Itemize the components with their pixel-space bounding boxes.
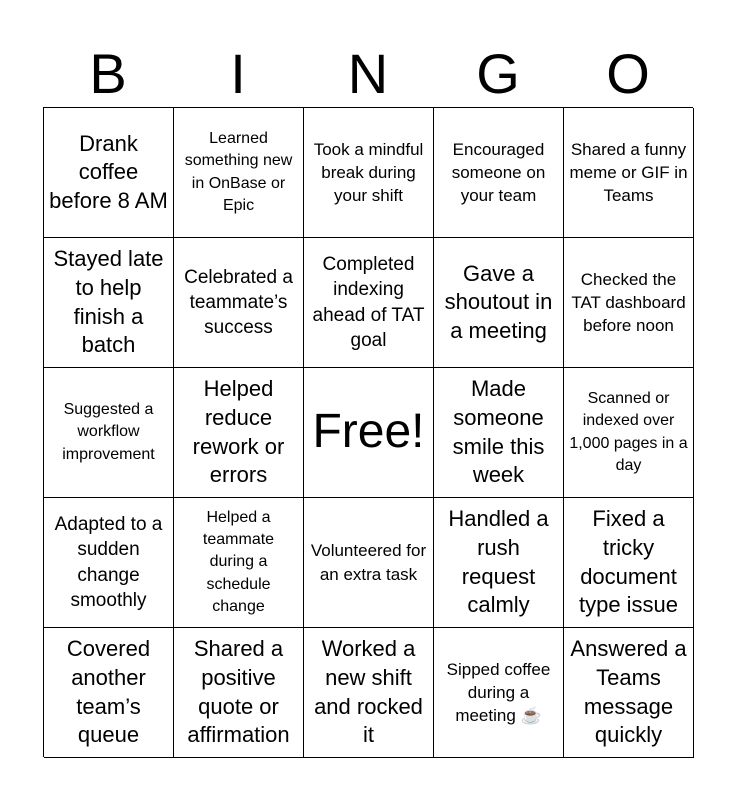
cell-text: Helped reduce rework or errors — [192, 376, 285, 488]
cell-text: Helped a teammate during a schedule change — [202, 508, 275, 616]
free-space[interactable] — [304, 368, 434, 498]
bingo-cell[interactable] — [44, 368, 174, 498]
header-letter-o: O — [606, 42, 650, 105]
cell-text: Shared a positive quote or affirmation — [187, 636, 290, 748]
cell-text: Checked the TAT dashboard before noon — [571, 269, 686, 336]
bingo-cell[interactable] — [304, 498, 434, 628]
bingo-cell[interactable] — [434, 108, 564, 238]
cell-text: Celebrated a teammate’s success — [184, 266, 293, 339]
cell-text: Drank coffee before 8 AM — [49, 130, 168, 213]
cell-text: Covered another team’s queue — [66, 636, 151, 748]
bingo-cell[interactable] — [564, 498, 694, 628]
free-space-label: Free! — [312, 405, 425, 459]
cell-text: Made someone smile this week — [452, 376, 545, 488]
cell-text: Suggested a workflow improvement — [62, 400, 155, 463]
cell-text: Scanned or indexed over 1,000 pages in a day — [569, 389, 688, 474]
cell-text: Fixed a tricky document type issue — [578, 506, 679, 618]
cell-text: Shared a funny meme or GIF in Teams — [569, 139, 688, 206]
cell-text: Learned something new in OnBase or Epic — [184, 129, 293, 214]
cell-text: Completed indexing ahead of TAT goal — [312, 254, 425, 351]
bingo-cell[interactable] — [434, 368, 564, 498]
cell-text: Handled a rush request calmly — [448, 506, 549, 618]
bingo-cell[interactable] — [304, 628, 434, 758]
cell-text: Sipped coffee during a meeting ☕ — [446, 659, 551, 726]
cell-text: Gave a shoutout in a meeting — [444, 260, 553, 343]
bingo-header — [43, 40, 693, 108]
bingo-cell[interactable] — [44, 108, 174, 238]
bingo-cell[interactable] — [44, 238, 174, 368]
bingo-cell[interactable] — [174, 498, 304, 628]
bingo-cell[interactable] — [174, 628, 304, 758]
bingo-cell[interactable] — [564, 368, 694, 498]
cell-text: Stayed late to help finish a batch — [53, 246, 164, 358]
bingo-cell[interactable] — [564, 108, 694, 238]
header-letter-g: G — [476, 42, 520, 105]
header-letter-b: B — [89, 42, 127, 105]
cell-text: Volunteered for an extra task — [310, 541, 427, 584]
bingo-cell[interactable] — [44, 498, 174, 628]
bingo-cell[interactable] — [564, 238, 694, 368]
bingo-cell[interactable] — [304, 108, 434, 238]
bingo-cell[interactable] — [174, 108, 304, 238]
cell-text: Encouraged someone on your team — [451, 139, 546, 206]
header-letter-i: I — [230, 42, 246, 105]
bingo-cell[interactable] — [174, 368, 304, 498]
bingo-grid — [43, 107, 693, 757]
bingo-cell[interactable] — [434, 628, 564, 758]
bingo-cell[interactable] — [44, 628, 174, 758]
cell-text: Adapted to a sudden change smoothly — [54, 514, 163, 611]
cell-text: Answered a Teams message quickly — [570, 636, 687, 748]
header-letter-n: N — [347, 42, 389, 105]
bingo-cell[interactable] — [434, 498, 564, 628]
bingo-cell[interactable] — [564, 628, 694, 758]
bingo-cell[interactable] — [174, 238, 304, 368]
bingo-cell[interactable] — [304, 238, 434, 368]
cell-text: Took a mindful break during your shift — [313, 139, 424, 206]
cell-text: Worked a new shift and rocked it — [314, 636, 423, 748]
bingo-cell[interactable] — [434, 238, 564, 368]
